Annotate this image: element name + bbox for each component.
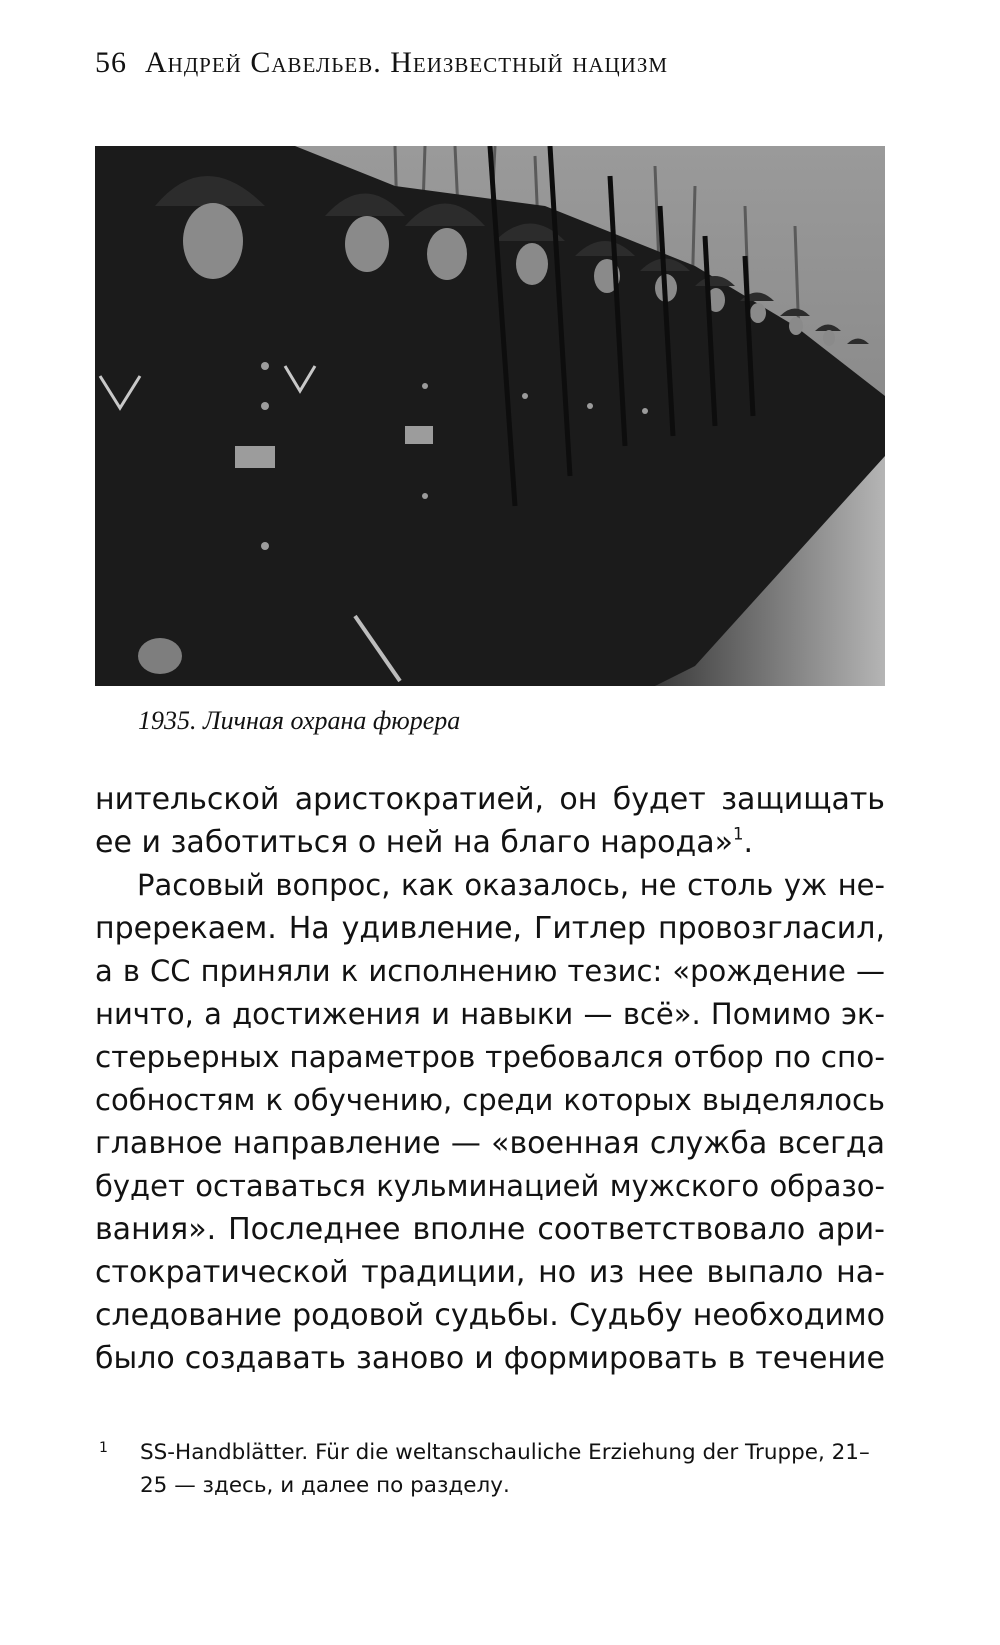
text-line: следование родовой судьбы. Судьбу необходимо: [95, 1298, 885, 1333]
text-line: стократической традиции, но из нее выпало на-: [95, 1255, 885, 1290]
text-line: собностям к обучению, среди которых выделялось: [95, 1083, 885, 1117]
text-line: нительской аристократией, он будет защищать: [95, 782, 885, 817]
photograph: [95, 146, 885, 686]
text-line-content: ее и заботиться о ней на благо народа»: [95, 825, 733, 860]
text-line: а в СС приняли к исполнению тезис: «рождение —: [95, 954, 885, 988]
text-line: было создавать заново и формировать в течение: [95, 1341, 885, 1376]
text-line: [95, 821, 885, 864]
running-header: [95, 46, 668, 80]
text-line: вания». Последнее вполне соответствовало ари-: [95, 1212, 885, 1247]
footnote-line: 25 — здесь, и далее по разделу.: [140, 1473, 510, 1498]
text-line: пререкаем. На удивление, Гитлер провозгласил,: [95, 911, 885, 946]
running-title: Андрей Савельев. Неизвестный нацизм: [145, 46, 669, 79]
body-text: [95, 778, 885, 1380]
text-line: будет оставаться кульминацией мужского образо-: [95, 1169, 885, 1203]
text-line: главное направление — «военная служба всегда: [95, 1126, 885, 1161]
footnote-line: SS-Handblätter. Für die weltanschauliche Erziehung der Truppe, 21–: [140, 1440, 870, 1465]
text-line: Расовый вопрос, как оказалось, не столь уж не-: [137, 868, 885, 902]
footnote-reference: 1: [733, 824, 744, 844]
page-number: 56: [95, 46, 127, 79]
text-line-end-punctuation: .: [743, 825, 754, 860]
footnote-mark: 1: [99, 1440, 108, 1456]
text-line: стерьерных параметров требовался отбор по спо-: [95, 1040, 885, 1074]
footnote: [95, 1436, 885, 1502]
figure-caption: 1935. Личная охрана фюрера: [138, 706, 461, 735]
soldiers-lineup-illustration: [95, 146, 885, 686]
text-line: ничто, а достижения и навыки — всё». Помимо эк-: [95, 997, 885, 1031]
